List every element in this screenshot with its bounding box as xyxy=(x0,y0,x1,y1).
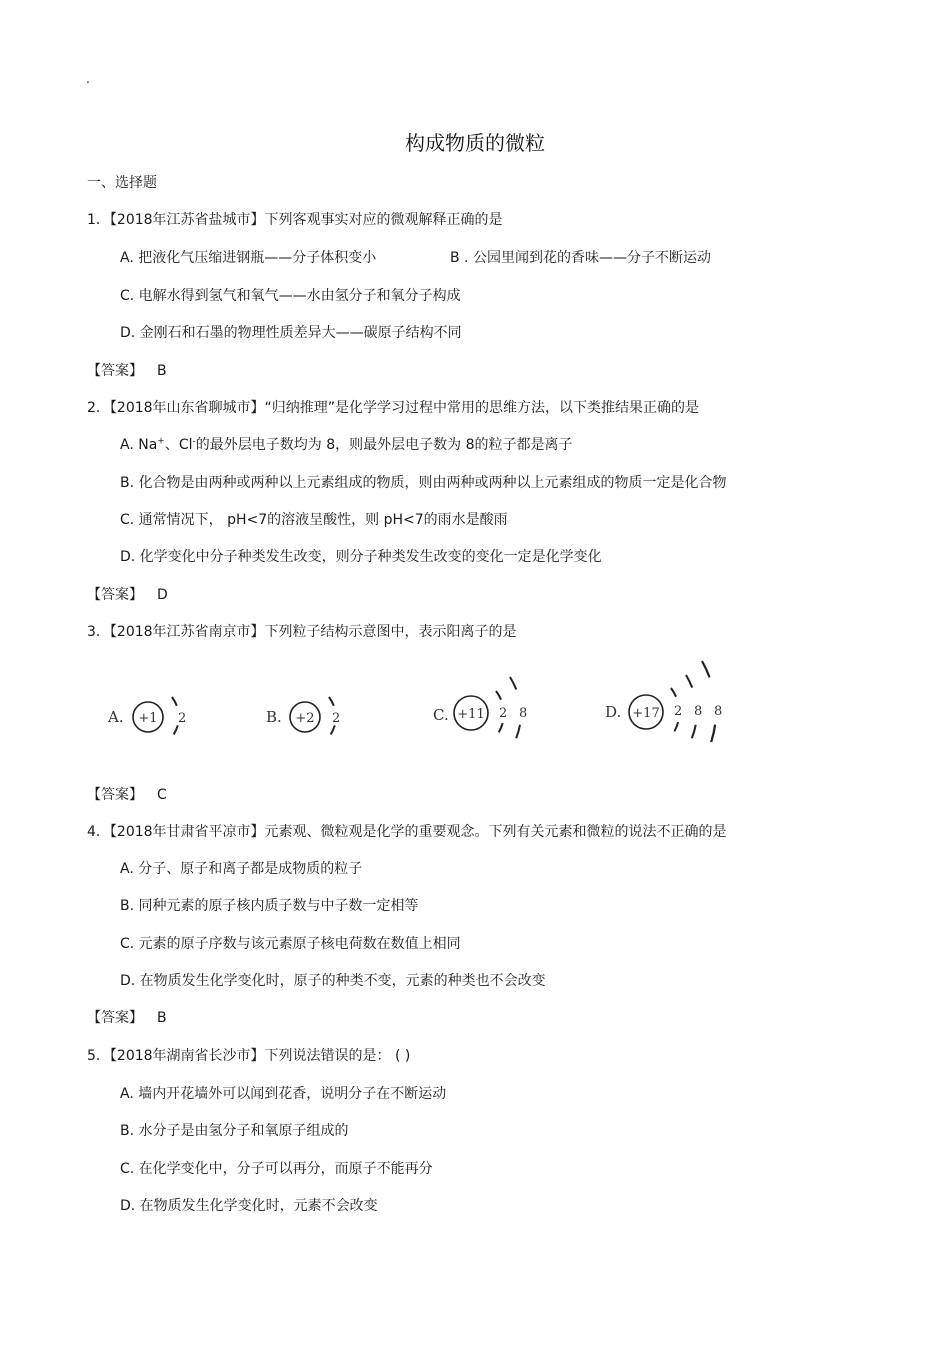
answer-value: B xyxy=(157,1010,167,1026)
answer-label: 【答案】 xyxy=(87,787,143,803)
answer-label: 【答案】 xyxy=(87,587,143,603)
diagram-d-label: D. xyxy=(605,703,622,721)
question-5-option-d: D. 在物质发生化学变化时，元素不会改变 xyxy=(120,1198,378,1214)
diagram-b-label: B. xyxy=(266,708,282,726)
diagrams-svg xyxy=(100,655,750,770)
section-heading: 一、选择题 xyxy=(87,175,157,191)
question-2-option-b: B. 化合物是由两种或两种以上元素组成的物质，则由两种或两种以上元素组成的物质一定是化合物 xyxy=(120,475,727,491)
question-5-stem: 5．【2018年湖南省长沙市】下列说法错误的是： ( ) xyxy=(87,1048,411,1064)
question-4-stem: 4．【2018年甘肃省平凉市】元素观、微粒观是化学的重要观念。下列有关元素和微粒的说法不正确的是 xyxy=(87,824,727,840)
na-charge: + xyxy=(157,436,165,447)
answer-value: C xyxy=(157,787,167,803)
question-4-option-c: C. 元素的原子序数与该元素原子核电荷数在数值上相同 xyxy=(120,936,461,952)
question-2-option-a xyxy=(120,435,572,455)
question-5-option-b: B. 水分子是由氢分子和氧原子组成的 xyxy=(120,1123,349,1139)
answer-label: 【答案】 xyxy=(87,1010,143,1026)
diagram-a-nucleus-charge: +1 xyxy=(138,711,158,726)
diagram-b xyxy=(266,697,340,737)
question-4-option-b: B. 同种元素的原子核内质子数与中子数一定相等 xyxy=(120,898,419,914)
answer-label: 【答案】 xyxy=(87,363,143,379)
question-4-option-a: A. 分子、原子和离子都是成物质的粒子 xyxy=(120,861,363,877)
question-4-answer xyxy=(87,1008,167,1028)
diagram-d-shell-1-count: 2 xyxy=(674,704,683,719)
diagram-a-shell-1-count: 2 xyxy=(178,711,187,726)
option-a-text-start: A. Na xyxy=(120,437,158,453)
diagram-d-shell-2-count: 8 xyxy=(694,704,703,719)
question-2-option-c: C. 通常情况下， pH<7的溶液呈酸性，则 pH<7的雨水是酸雨 xyxy=(120,512,508,528)
answer-value: B xyxy=(157,363,167,379)
particle-structure-diagrams xyxy=(100,655,750,770)
question-1-option-d: D. 金刚石和石墨的物理性质差异大——碳原子结构不同 xyxy=(120,325,462,341)
question-1-answer xyxy=(87,361,167,381)
page-marker: . xyxy=(86,72,90,86)
diagram-a-label: A. xyxy=(108,708,124,726)
diagram-c xyxy=(433,677,527,751)
page-title: 构成物质的微粒 xyxy=(405,131,545,155)
diagram-d xyxy=(605,661,722,763)
question-2-stem: 2．【2018年山东省聊城市】“归纳推理”是化学学习过程中常用的思维方法，以下类推结果正确的是 xyxy=(87,400,700,416)
answer-value: D xyxy=(157,587,168,603)
question-4-option-d: D. 在物质发生化学变化时，原子的种类不变，元素的种类也不会改变 xyxy=(120,973,546,989)
question-3-stem: 3．【2018年江苏省南京市】下列粒子结构示意图中，表示阳离子的是 xyxy=(87,624,517,640)
diagram-d-nucleus-charge: +17 xyxy=(632,706,660,721)
diagram-b-shell-1-count: 2 xyxy=(332,711,341,726)
question-3-answer xyxy=(87,785,167,805)
diagram-d-shell-3-count: 8 xyxy=(714,704,723,719)
option-a-text-mid: 、Cl xyxy=(164,437,193,453)
question-5-option-c: C. 在化学变化中，分子可以再分，而原子不能再分 xyxy=(120,1161,433,1177)
diagram-c-shell-2-count: 8 xyxy=(519,706,528,721)
question-1-option-a: A. 把液化气压缩进钢瓶——分子体积变小 xyxy=(120,250,377,266)
question-1-option-b: B . 公园里闻到花的香味——分子不断运动 xyxy=(450,250,711,266)
question-5-option-a: A. 墙内开花墙外可以闻到花香，说明分子在不断运动 xyxy=(120,1086,447,1102)
diagram-c-label: C. xyxy=(433,706,449,724)
diagram-c-nucleus-charge: +11 xyxy=(457,707,485,722)
question-2-option-d: D. 化学变化中分子种类发生改变，则分子种类发生改变的变化一定是化学变化 xyxy=(120,549,602,565)
option-a-text-end: 的最外层电子数均为 8，则最外层电子数为 8的粒子都是离子 xyxy=(195,437,573,453)
question-2-answer xyxy=(87,585,168,605)
question-1-stem: 1．【2018年江苏省盐城市】下列客观事实对应的微观解释正确的是 xyxy=(87,212,503,228)
diagram-a xyxy=(107,697,186,737)
diagram-b-nucleus-charge: +2 xyxy=(295,711,315,726)
question-1-option-c: C. 电解水得到氢气和氧气——水由氢分子和氧分子构成 xyxy=(120,288,461,304)
diagram-c-shell-1-count: 2 xyxy=(499,706,508,721)
cl-charge: - xyxy=(192,436,196,447)
